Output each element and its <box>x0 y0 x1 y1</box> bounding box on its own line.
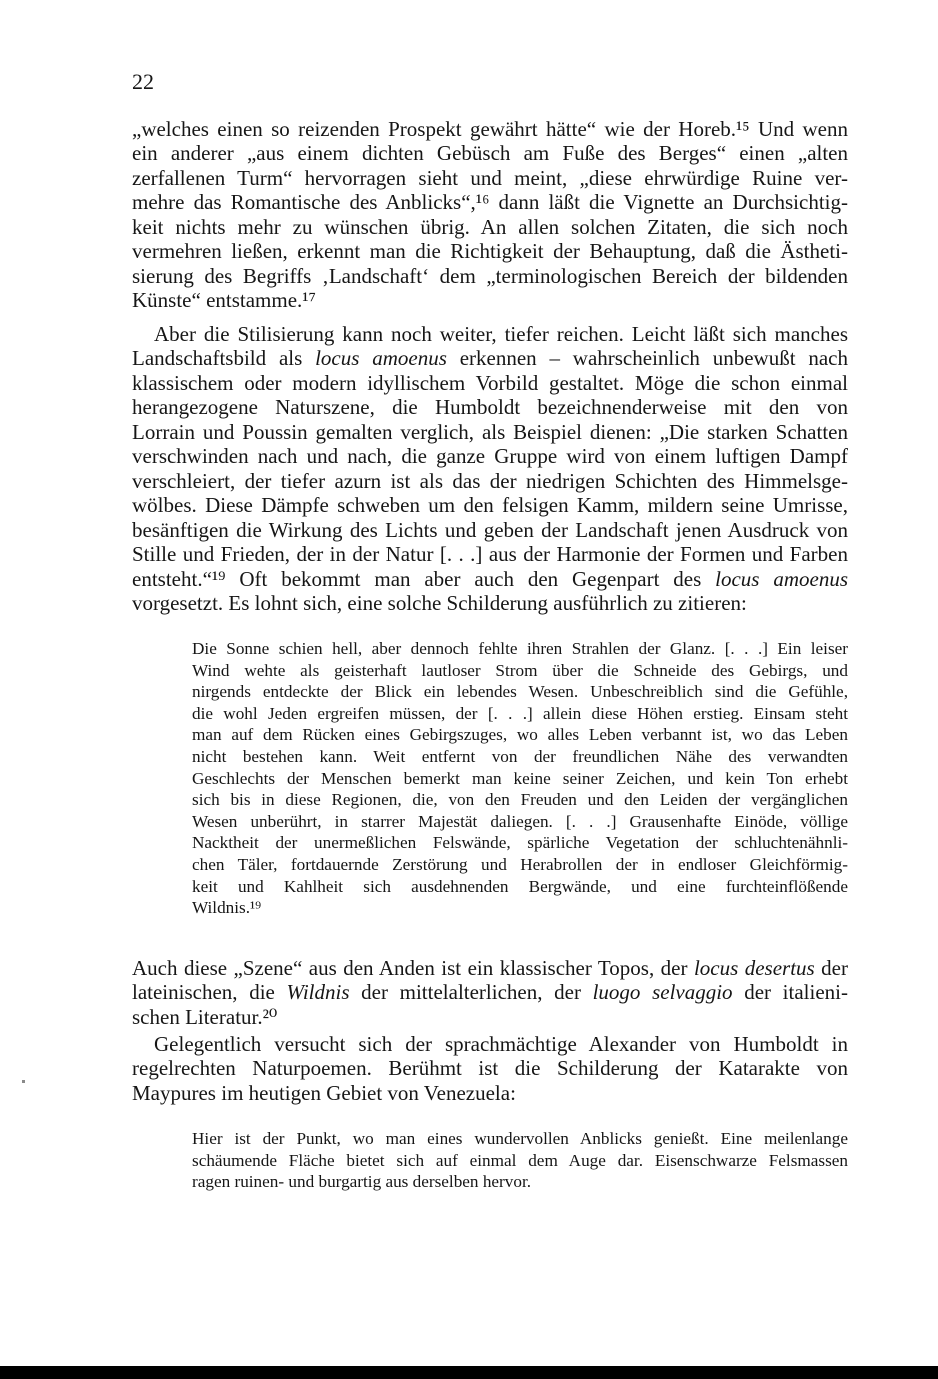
text-line: schen Literatur.²⁰ <box>132 1004 278 1029</box>
body-paragraph <box>132 322 848 615</box>
text-line: vorgesetzt. Es lohnt sich, eine solche Schilderung ausführlich zu zitieren: <box>132 590 747 615</box>
quote-line: nirgends entdeckte der Blick ein lebendes Wesen. Unbeschreiblich sind die Gefühle, <box>192 682 848 702</box>
page-number: 22 <box>132 69 154 94</box>
quote-line: Hier ist der Punkt, wo man eines wundervollen Anblicks genießt. Eine meilenlange <box>192 1129 848 1148</box>
text-line: verschwinden nach und nach, die ganze Gruppe wird von einem luftigen Dampf <box>132 444 848 469</box>
paragraph-horeb-zitate <box>132 117 848 313</box>
text-line: wölbes. Diese Dämpfe schweben um den felsigen Kamm, mildern seine Umrisse, <box>132 493 848 518</box>
quote-line: Wind wehte als geisterhaft lautloser Strom über die Schneide des Gebirgs, und <box>192 660 848 680</box>
quote-line: keit und Kahlheit sich ausdehnenden Bergwände, und eine furchteinflößende <box>192 876 848 896</box>
paragraph-locus-desertus <box>132 956 848 1029</box>
quote-line: ragen ruinen- und burgartig aus derselben hervor. <box>192 1172 532 1192</box>
text-line: Aber die Stilisierung kann noch weiter, tiefer reichen. Leicht läßt sich manches <box>154 322 848 346</box>
text-line: zerfallenen Turm“ hervorragen sieht und meint, „diese ehrwürdige Ruine ver- <box>132 165 848 190</box>
quote-line: Die Sonne schien hell, aber dennoch fehlte ihren Strahlen der Glanz. [. . .] Ein leiser <box>192 639 848 658</box>
text-line: lateinischen, die Wildnis der mittelalterlichen, der luogo selvaggio der italieni- <box>132 980 848 1005</box>
block-quote <box>192 1128 848 1193</box>
paragraph-stilisierung <box>132 322 848 615</box>
block-quote-maypures <box>192 1128 848 1193</box>
text-line: Lorrain und Poussin gemalten verglich, als Beispiel dienen: „Die starken Schatten <box>132 419 848 444</box>
body-paragraph <box>132 117 848 313</box>
text-line: Maypures im heutigen Gebiet von Venezuela: <box>132 1080 516 1105</box>
text-line: entsteht.“¹⁹ Oft bekommt man aber auch den Gegenpart des locus amoenus <box>132 566 848 591</box>
text-line: sierung des Begriffs ‚Landschaft‘ dem „terminologischen Bereich der bildenden <box>132 263 848 288</box>
quote-line: Wesen unberührt, in starrer Majestät daliegen. [. . .] Grausenhafte Einöde, völlige <box>192 811 848 831</box>
quote-line: Geschlechts der Menschen bemerkt man keine seiner Zeichen, und kein Ton erhebt <box>192 768 848 788</box>
quote-line: man auf dem Rücken eines Gebirgszuges, wo alles Leben verbannt ist, wo das Leben <box>192 725 848 745</box>
quote-line: die wohl Jeden ergreifen müssen, der [. . .] allein diese Höhen erstieg. Einsam steht <box>192 703 848 723</box>
body-paragraph <box>132 1032 848 1105</box>
block-quote <box>192 638 848 919</box>
quote-line: schäumende Fläche bietet sich auf einmal dem Auge dar. Eisenschwarze Felsmassen <box>192 1150 848 1170</box>
scan-bottom-edge <box>0 1366 938 1379</box>
quote-line: nicht bestehen kann. Weit entfernt von der freundlichen Nähe des verwandten <box>192 746 848 766</box>
text-line: Auch diese „Szene“ aus den Anden ist ein klassischer Topos, der locus desertus der <box>132 956 848 980</box>
text-line: besänftigen die Wirkung des Lichts und geben der Landschaft jenen Ausdruck von <box>132 517 848 542</box>
text-line: Künste“ entstamme.¹⁷ <box>132 288 316 313</box>
quote-line: sich bis in diese Regionen, die, von den Freuden und den Leiden der vergänglichen <box>192 790 848 810</box>
text-line: verschleiert, der tiefer azurn ist als das der niedrigen Schichten des Himmelsge- <box>132 468 848 493</box>
text-line: Gelegentlich versucht sich der sprachmächtige Alexander von Humboldt in <box>154 1032 848 1056</box>
text-line: Stille und Frieden, der in der Natur [. . .] aus der Harmonie der Formen und Farben <box>132 542 848 567</box>
quote-line: chen Täler, fortdauernde Zerstörung und Herabrollen der in endloser Gleichförmig- <box>192 854 848 874</box>
quote-line: Wildnis.¹⁹ <box>192 898 262 918</box>
body-paragraph <box>132 956 848 1029</box>
text-line: herangezogene Naturszene, die Humboldt bezeichnenderweise mit den von <box>132 395 848 420</box>
scan-speck <box>22 1080 25 1083</box>
text-line: Landschaftsbild als locus amoenus erkennen – wahrscheinlich unbewußt nach <box>132 346 848 371</box>
text-line: „welches einen so reizenden Prospekt gewährt hätte“ wie der Horeb.¹⁵ Und wenn <box>132 117 848 141</box>
block-quote-anden <box>192 638 848 919</box>
quote-line: Nacktheit der unermeßlichen Felswände, spärliche Vegetation der schluchtenähnli- <box>192 833 848 853</box>
text-line: ein anderer „aus einem dichten Gebüsch am Fuße des Berges“ einen „alten <box>132 141 848 166</box>
text-line: klassischem oder modern idyllischem Vorbild gestaltet. Möge die schon einmal <box>132 370 848 395</box>
text-line: keit nichts mehr zu wünschen übrig. An allen solchen Zitaten, die sich noch <box>132 214 848 239</box>
text-line: regelrechten Naturpoemen. Berühmt ist die Schilderung der Katarakte von <box>132 1056 848 1081</box>
text-line: vermehren ließen, erkennt man die Richtigkeit der Behauptung, daß die Ästheti- <box>132 239 848 264</box>
paragraph-naturpoemen <box>132 1032 848 1105</box>
text-line: mehre das Romantische des Anblicks“,¹⁶ dann läßt die Vignette an Durchsichtig- <box>132 190 848 215</box>
